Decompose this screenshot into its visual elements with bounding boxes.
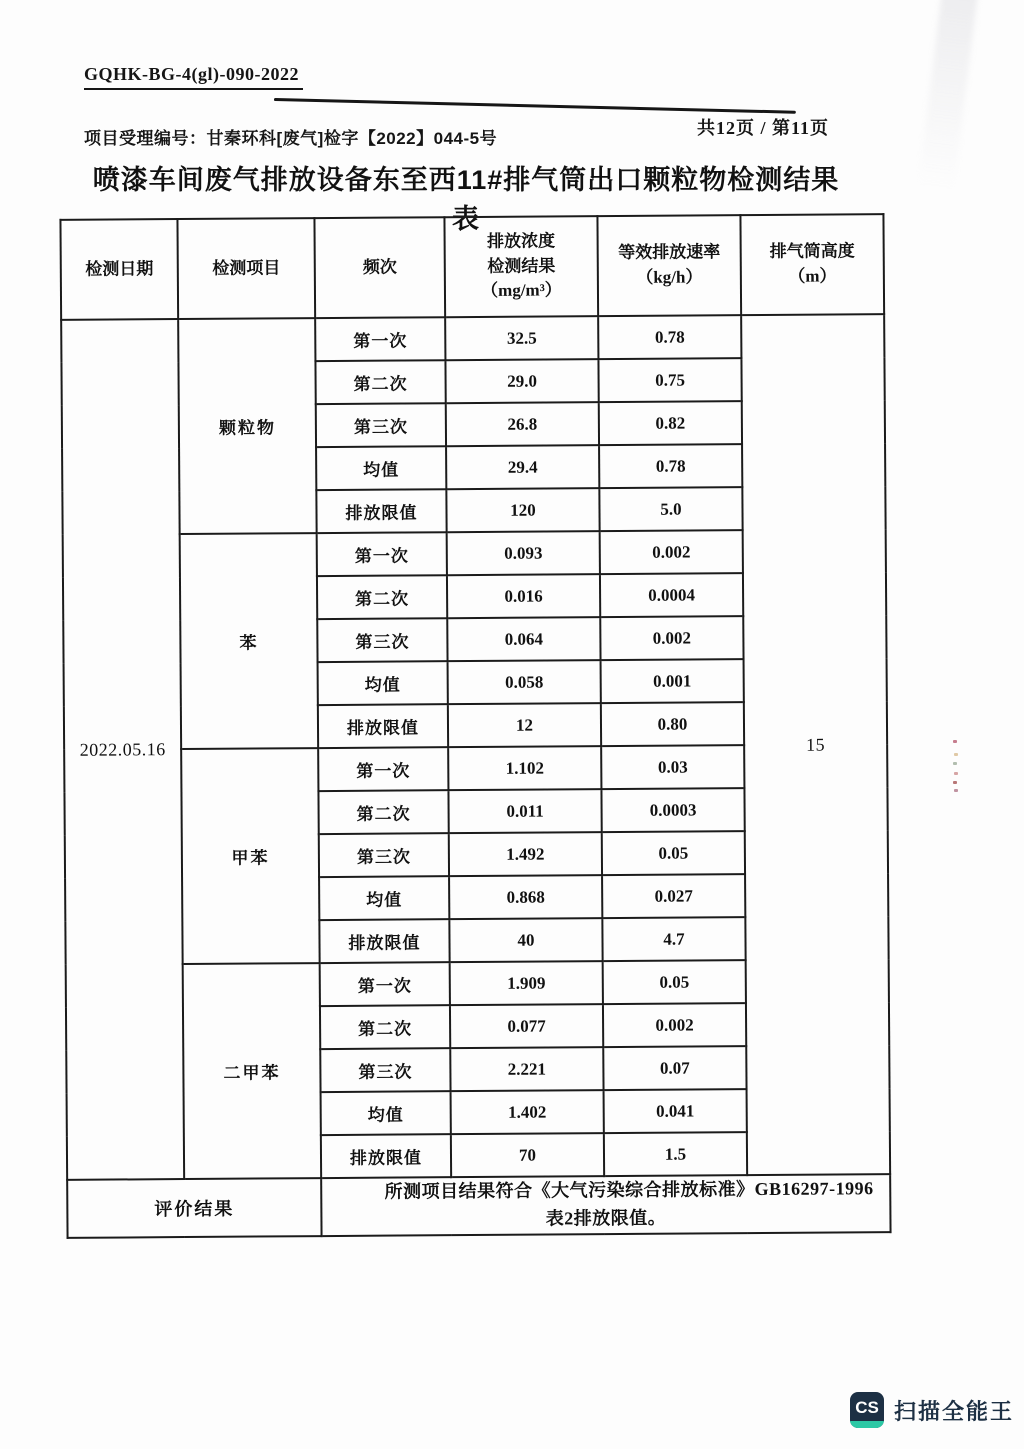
scan-artifact-dot — [954, 772, 958, 775]
freq-cell: 第二次 — [318, 790, 448, 834]
concentration-cell: 1.402 — [451, 1090, 604, 1134]
concentration-cell: 32.5 — [445, 316, 598, 360]
rate-cell: 0.001 — [601, 659, 744, 703]
concentration-cell: 0.016 — [447, 574, 600, 618]
freq-cell: 第三次 — [319, 833, 449, 877]
rate-cell: 0.0004 — [600, 573, 743, 617]
rate-cell: 0.07 — [603, 1046, 746, 1090]
camscanner-logo-accent — [850, 1421, 884, 1428]
detection-results-table — [59, 213, 891, 1239]
rate-cell: 0.05 — [602, 831, 745, 875]
rate-cell: 0.05 — [603, 960, 746, 1004]
freq-cell: 均值 — [321, 1091, 451, 1135]
header-cell-frequency: 频次 — [314, 217, 445, 318]
item-cell: 甲苯 — [181, 748, 319, 964]
freq-cell: 排放限值 — [321, 1134, 451, 1178]
document-number: GQHK-BG-4(gl)-090-2022 — [84, 64, 303, 90]
freq-cell: 第三次 — [316, 403, 446, 447]
freq-cell: 均值 — [318, 661, 448, 705]
rate-cell: 0.002 — [600, 616, 743, 660]
freq-cell: 第三次 — [320, 1048, 450, 1092]
rate-cell: 0.0003 — [601, 788, 744, 832]
concentration-cell: 0.868 — [449, 875, 602, 919]
concentration-cell: 120 — [446, 488, 599, 532]
freq-cell: 第二次 — [317, 575, 447, 619]
concentration-cell: 70 — [451, 1133, 604, 1177]
report-title: 喷漆车间废气排放设备东至西11#排气筒出口颗粒物检测结果表 — [92, 165, 840, 234]
concentration-cell: 1.492 — [449, 832, 602, 876]
table-row — [61, 314, 884, 363]
rate-cell: 1.5 — [604, 1132, 747, 1176]
freq-cell: 第一次 — [320, 962, 450, 1006]
concentration-cell: 40 — [449, 918, 602, 962]
header-cell-concentration: 排放浓度 检测结果 （mg/m³） — [444, 216, 598, 317]
rate-cell: 0.80 — [601, 702, 744, 746]
evaluation-label-cell: 评价结果 — [67, 1178, 321, 1238]
rate-cell: 0.002 — [600, 530, 743, 574]
table-header-row — [60, 214, 884, 320]
item-cell: 二甲苯 — [183, 963, 321, 1179]
concentration-cell: 29.0 — [445, 359, 598, 403]
item-cell: 颗粒物 — [178, 318, 316, 534]
header-cell-stack-height: 排气筒高度 （m） — [740, 214, 884, 315]
concentration-cell: 0.064 — [447, 617, 600, 661]
camscanner-watermark — [850, 1392, 1014, 1428]
concentration-cell: 0.011 — [448, 789, 601, 833]
rate-cell: 0.03 — [601, 745, 744, 789]
concentration-cell: 2.221 — [450, 1047, 603, 1091]
camscanner-app-name: 扫描全能王 — [894, 1398, 1015, 1424]
freq-cell: 均值 — [319, 876, 449, 920]
freq-cell: 排放限值 — [316, 489, 446, 533]
scan-artifact-dot — [953, 762, 957, 765]
rate-cell: 0.78 — [598, 315, 741, 359]
concentration-cell: 0.093 — [447, 531, 600, 575]
freq-cell: 第二次 — [320, 1005, 450, 1049]
date-cell: 2022.05.16 — [61, 319, 184, 1180]
freq-cell: 第三次 — [317, 618, 447, 662]
item-cell: 苯 — [180, 533, 318, 749]
scan-artifact-dot — [953, 740, 957, 743]
scan-artifact-dot — [954, 789, 958, 792]
evaluation-row — [67, 1174, 890, 1238]
page-count-indicator: 共12页 / 第11页 — [697, 118, 830, 138]
camscanner-logo-letters: CS — [855, 1397, 879, 1417]
header-rule — [274, 98, 796, 113]
freq-cell: 第一次 — [318, 747, 448, 791]
concentration-cell: 29.4 — [446, 445, 599, 489]
freq-cell: 排放限值 — [319, 919, 449, 963]
concentration-cell: 0.058 — [448, 660, 601, 704]
scan-fold-artifact — [914, 0, 978, 224]
scan-artifact-dot — [953, 781, 957, 784]
rate-cell: 0.041 — [604, 1089, 747, 1133]
header-cell-date: 检测日期 — [60, 219, 178, 320]
freq-cell: 第一次 — [315, 317, 445, 361]
freq-cell: 均值 — [316, 446, 446, 490]
case-number-line: 项目受理编号：甘秦环科[废气]检字【2022】044-5号 — [84, 129, 498, 148]
freq-cell: 第二次 — [315, 360, 445, 404]
rate-cell: 4.7 — [602, 917, 745, 961]
header-cell-item: 检测项目 — [177, 218, 315, 319]
concentration-cell: 12 — [448, 703, 601, 747]
concentration-cell: 1.909 — [450, 961, 603, 1005]
freq-cell: 第一次 — [317, 532, 447, 576]
freq-cell: 排放限值 — [318, 704, 448, 748]
rate-cell: 5.0 — [599, 487, 742, 531]
header-cell-rate: 等效排放速率 （kg/h） — [597, 215, 741, 316]
evaluation-text-cell: 所测项目结果符合《大气污染综合排放标准》GB16297-1996 表2排放限值。 — [321, 1174, 890, 1236]
rate-cell: 0.78 — [599, 444, 742, 488]
rate-cell: 0.82 — [599, 401, 742, 445]
camscanner-logo-icon — [850, 1392, 884, 1428]
rate-cell: 0.027 — [602, 874, 745, 918]
concentration-cell: 26.8 — [446, 402, 599, 446]
concentration-cell: 0.077 — [450, 1004, 603, 1048]
rate-cell: 0.002 — [603, 1003, 746, 1047]
stack-height-cell: 15 — [741, 314, 890, 1175]
rate-cell: 0.75 — [598, 358, 741, 402]
concentration-cell: 1.102 — [448, 746, 601, 790]
scan-artifact-dot — [954, 753, 958, 756]
